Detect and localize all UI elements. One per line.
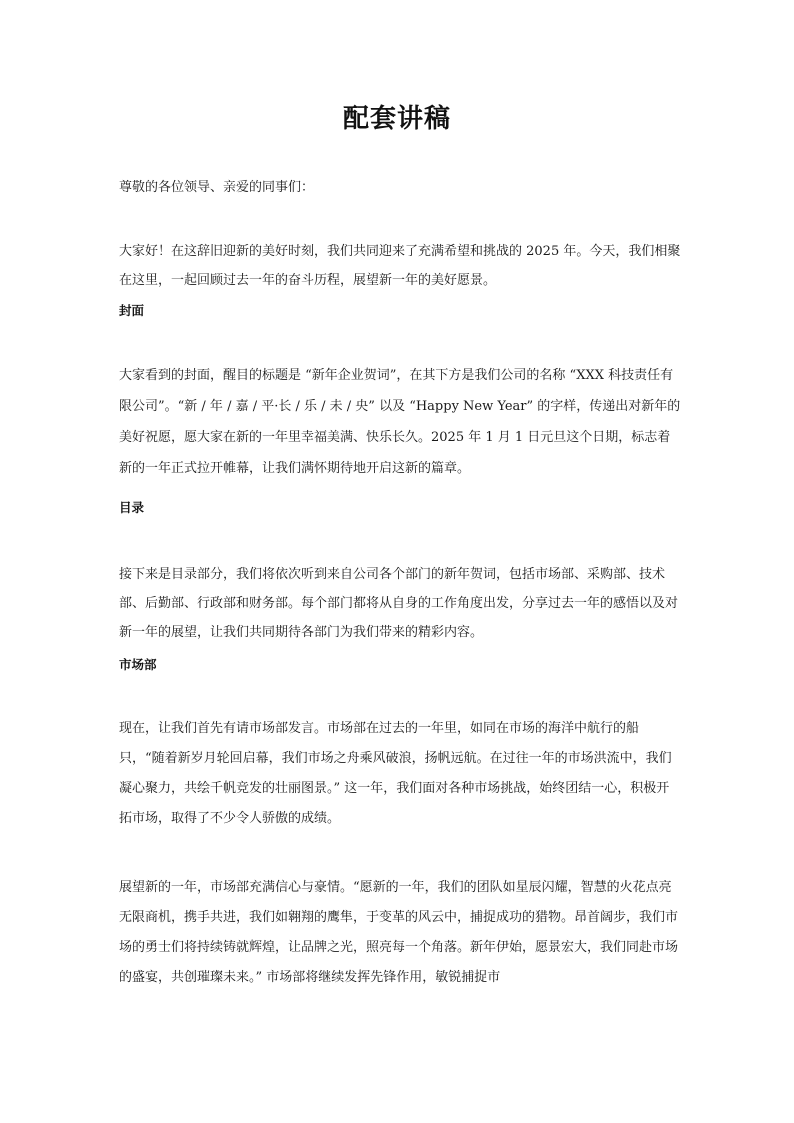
document-title: 配套讲稿 <box>342 104 451 134</box>
section-heading-cover: 封面 <box>119 303 145 318</box>
greeting-paragraph: 尊敬的各位领导、亲爱的同事们： <box>119 180 315 195</box>
section-heading-toc: 目录 <box>119 500 145 515</box>
intro-paragraph: 大家好！在这辞旧迎新的美好时刻，我们共同迎来了充满希望和挑战的 2025 年。今天，我们相聚在这里，一起回顾过去一年的奋斗历程，展望新一年的美好愿景。 <box>119 244 681 288</box>
cover-paragraph: 大家看到的封面，醒目的标题是 “新年企业贺词”，在其下方是我们公司的名称 “XXX 科技责任有限公司”。“新 / 年 / 嘉 / 平·长 / 乐 / 未 / 央” 以及 “Happy New Year” 的字样，传递出对新年的美好祝愿，愿大家在新的一年里幸福美满、快乐长久。2025 年 1 月 1 日元旦这个日期，标志着新的一年正式拉开帷幕，让我们满怀期待地开启这新的篇章。 <box>119 368 681 476</box>
toc-paragraph: 接下来是目录部分，我们将依次听到来自公司各个部门的新年贺词，包括市场部、采购部、技术部、后勤部、行政部和财务部。每个部门都将从自身的工作角度出发，分享过去一年的感悟以及对新一年的展望，让我们共同期待各部门为我们带来的精彩内容。 <box>119 567 679 640</box>
market-paragraph-2: 展望新的一年，市场部充满信心与豪情。“愿新的一年，我们的团队如星辰闪耀，智慧的火花点亮无限商机，携手共进，我们如翱翔的鹰隼，于变革的风云中，捕捉成功的猎物。昂首阔步，我们市场的勇士们将持续铸就辉煌，让品牌之光，照亮每一个角落。新年伊始，愿景宏大，我们同赴市场的盛宴，共创璀璨未来。” 市场部将继续发挥先锋作用，敏锐捕捉市 <box>119 880 679 985</box>
section-heading-market: 市场部 <box>119 657 157 672</box>
market-paragraph-1: 现在，让我们首先有请市场部发言。市场部在过去的一年里，如同在市场的海洋中航行的船只，“随着新岁月轮回启幕，我们市场之舟乘风破浪，扬帆远航。在过往一年的市场洪流中，我们凝心聚力，共绘千帆竞发的壮丽图景。” 这一年，我们面对各种市场挑战，始终团结一心，积极开拓市场，取得了不少令人骄傲的成绩。 <box>119 721 672 826</box>
